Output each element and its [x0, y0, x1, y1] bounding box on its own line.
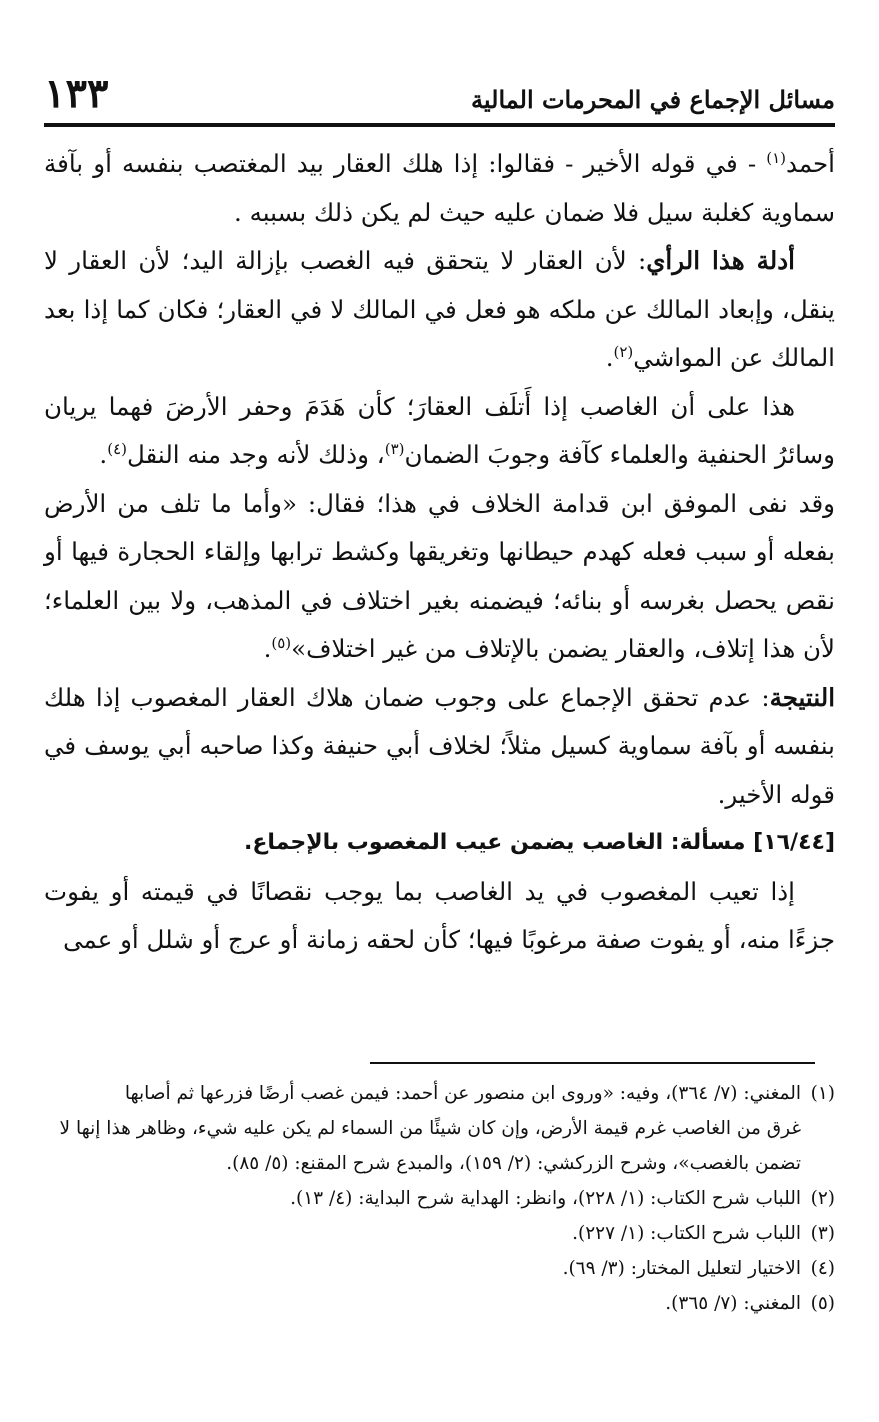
paragraph-text: : عدم تحقق الإجماع على وجوب ضمان هلاك العقار المغصوب إذا هلك بنفسه أو بآفة سماوية كسيل مثلاً؛ لخلاف أبي حنيفة وكذا صاحبه أبي يوسف في قوله الأخير.	[44, 682, 835, 809]
paragraph-4	[44, 480, 835, 674]
issue-heading: [١٦/٤٤] مسألة: الغاصب يضمن عيب المغصوب بالإجماع.	[243, 830, 835, 855]
paragraph-text: .	[263, 634, 272, 663]
main-text	[44, 140, 835, 965]
footnote-text: اللباب شرح الكتاب: (١/ ٢٢٨)، وانظر: الهداية شرح البداية: (٤/ ١٣).	[290, 1188, 801, 1209]
footnote-ref: (٤)	[107, 439, 127, 458]
footnote-text: المغني: (٧/ ٣٦٤)، وفيه: «وروى ابن منصور عن أحمد: فيمن غصب أرضًا فزرعها ثم أصابها	[124, 1083, 801, 1104]
footnote-ref: (٥)	[271, 633, 292, 652]
paragraph-text: ، وذلك لأنه وجد منه النقل	[126, 440, 385, 469]
footnote-2	[44, 1181, 835, 1216]
paragraph-6: إذا تعيب المغصوب في يد الغاصب بما يوجب نقصانًا في قيمته أو يفوت جزءًا منه، أو يفوت صفة مرغوبًا فيها؛ كأن لحقه زمانة أو عرج أو شلل أو عمى	[44, 876, 835, 954]
paragraph-text: أحمد	[786, 149, 835, 178]
footnote-ref: (٣)	[384, 439, 405, 458]
footnote-3	[44, 1216, 835, 1251]
footnote-1-continuation: غرق من الغاصب غرم قيمة الأرض، وإن كان شيئًا من السماء لم يكن عليه شيء، وظاهر هذا إنها لا تضمن بالغصب»، وشرح الزركشي: (٢/ ١٥٩)، والمبدع شرح المقنع: (٥/ ٨٥).	[59, 1118, 801, 1174]
page-header	[44, 70, 835, 122]
paragraph-text: .	[99, 440, 108, 469]
footnote-number: (٥)	[810, 1293, 835, 1314]
footnote-1	[44, 1076, 835, 1111]
footnote-text: اللباب شرح الكتاب: (١/ ٢٢٧).	[572, 1223, 801, 1244]
paragraph-lead: أدلة هذا الرأي	[646, 246, 795, 275]
footnote-number: (٤)	[810, 1258, 835, 1279]
header-rule	[44, 123, 835, 127]
paragraph-1	[44, 140, 835, 237]
footnote-number: (١)	[810, 1083, 835, 1104]
footnote-rule	[370, 1062, 815, 1064]
paragraph-text: .	[605, 343, 614, 372]
footnote-number: (٢)	[810, 1188, 835, 1209]
footnote-5	[44, 1286, 835, 1321]
paragraph-lead: النتيجة	[769, 682, 835, 712]
footnote-text: الاختيار لتعليل المختار: (٣/ ٦٩).	[562, 1258, 801, 1279]
footnote-4	[44, 1251, 835, 1286]
paragraph-5	[44, 674, 835, 820]
paragraph-2	[44, 237, 835, 383]
footnote-ref: (١)	[766, 148, 787, 167]
paragraph-text: : لأن العقار لا يتحقق فيه الغصب بإزالة اليد؛ لأن العقار لا ينقل، وإبعاد المالك عن ملكه هو فعل في المالك لا في العقار؛ فكان كما إذا بعد المالك عن المواشي	[44, 246, 835, 372]
paragraph-text: - في قوله الأخير - فقالوا: إذا هلك العقار بيد المغتصب بنفسه أو بآفة سماوية كغلبة سيل فلا ضمان عليه حيث لم يكن ذلك بسببه .	[44, 149, 835, 227]
footnote-text: المغني: (٧/ ٣٦٥).	[665, 1293, 801, 1314]
paragraph-text: وقد نفى الموفق ابن قدامة الخلاف في هذا؛ فقال: «وأما ما تلف من الأرض بفعله أو سبب فعله كهدم حيطانها وتغريقها وكشط ترابها وإلقاء الحجارة فيها أو نقص يحصل بغرسه أو بنائه؛ فيضمنه بغير اختلاف في المذهب، ولا بين العلماء؛ لأن هذا إتلاف، والعقار يضمن بالإتلاف من غير اختلاف»	[44, 488, 835, 663]
footnote-ref: (٢)	[613, 342, 634, 361]
footnotes	[44, 1076, 835, 1321]
running-title: مسائل الإجماع في المحرمات المالية	[471, 85, 835, 114]
paragraph-3	[44, 383, 835, 480]
paragraph-text: هذا على أن الغاصب إذا أَتلَف العقارَ؛ كأن هَدَمَ وحفر الأرضَ فهما يريان وسائرُ الحنفية والعلماء كآفة وجوبَ الضمان	[44, 391, 835, 469]
footnote-number: (٣)	[810, 1223, 835, 1244]
page-number: ١٣٣	[44, 70, 109, 117]
